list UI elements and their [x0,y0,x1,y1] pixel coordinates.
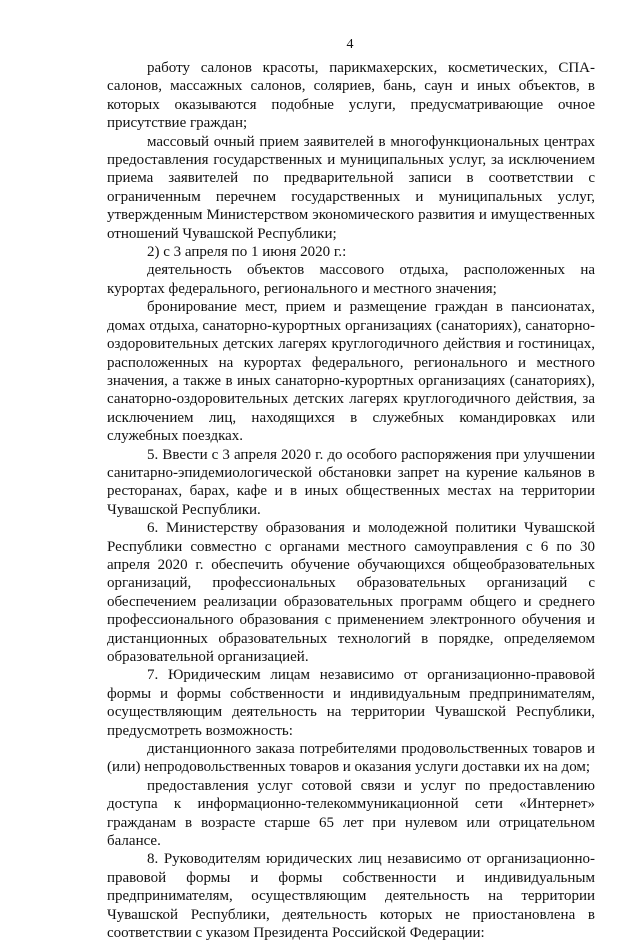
paragraph-remote-orders: дистанционного заказа потребителями продовольственных товаров и (или) непродовольственных товаров и оказания услуги доставки их на дом; [107,741,595,776]
document-body [107,59,595,943]
paragraph-mobile-services: предоставления услуг сотовой связи и услуг по предоставлению доступа к информационно-телекоммуникационной сети «Интернет» гражданам в возрасте старше 65 лет при нулевом или отрицательном балансе. [107,777,595,850]
paragraph-resorts: деятельность объектов массового отдыха, расположенных на курортах федерального, регионального и местного значения; [107,262,595,297]
paragraph-item-6: 6. Министерству образования и молодежной политики Чувашской Республики совместно с органами местного самоуправления с 6 по 30 апреля 2020 г. обеспечить обучение обучающихся общеобразовательных организаций, профессиональных образовательных организаций с обеспечением реализации образовательных программ общего и среднего профессионального образования с применением электронного обучения и дистанционных образовательных технологий в порядке, определяемом образовательной организацией. [107,520,595,665]
paragraph-item-8: 8. Руководителям юридических лиц независимо от организационно-правовой формы и формы собственности и индивидуальным предпринимателям, осуществляющим деятельность на территории Чувашской Республики, деятельность которых не приостановлена в соответствии с указом Президента Российской Федерации: [107,851,595,942]
paragraph-salons: работу салонов красоты, парикмахерских, косметических, СПА-салонов, массажных салонов, соляриев, бань, саун и иных объектов, в которых оказываются подобные услуги, предусматривающие очное присутствие граждан; [107,60,595,132]
paragraph-mfc-reception: массовый очный прием заявителей в многофункциональных центрах предоставления государственных и муниципальных услуг, за исключением приема заявителей по предварительной записи в соответствии с ограниченным перечнем государственных и муниципальных услуг, утвержденным Министерством экономического развития и имущественных отношений Чувашской Республики; [107,133,595,242]
paragraph-item-5: 5. Ввести с 3 апреля 2020 г. до особого распоряжения при улучшении санитарно-эпидемиологической обстановки запрет на курение кальянов в ресторанах, барах, кафе и в иных общественных местах на территории Чувашской Республики. [107,446,595,518]
paragraph-period-2: 2) с 3 апреля по 1 июня 2020 г.: [147,244,347,261]
paragraph-item-7: 7. Юридическим лицам независимо от организационно-правовой формы и формы собственности и индивидуальным предпринимателям, осуществляющим деятельность на территории Чувашской Республики, предусмотреть возможность: [107,667,595,739]
page-number: 4 [346,37,354,52]
paragraph-booking: бронирование мест, прием и размещение граждан в пансионатах, домах отдыха, санаторно-курортных организациях (санаториях), санаторно-оздоровительных детских лагерях круглогодичного действия и гостиницах, расположенных на курортах федерального, регионального и местного значения, а также в иных санаторно-курортных организациях (санаториях), санаторно-оздоровительных детских лагерях круглогодичного действия, за исключением лиц, находящихся в служебных командировках или служебных поездках. [107,299,595,445]
